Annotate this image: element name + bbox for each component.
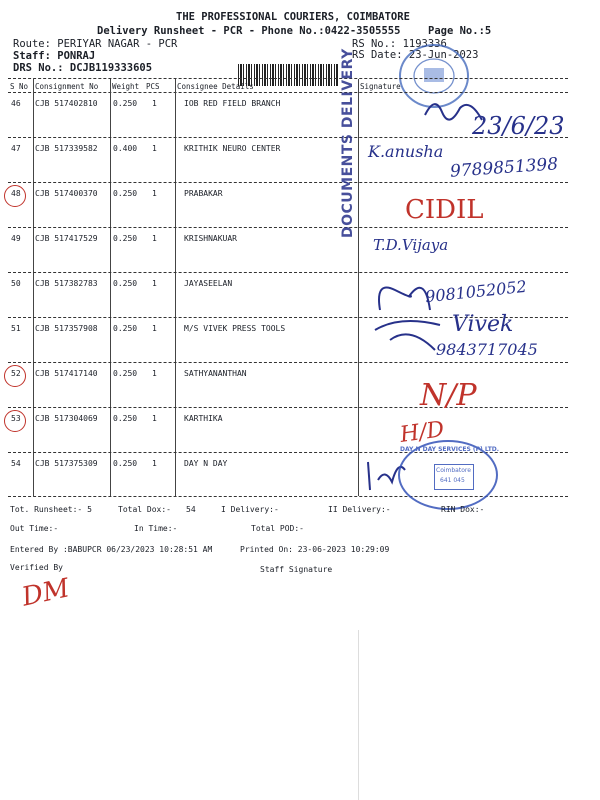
row-consignee: KRITHIK NEURO CENTER xyxy=(184,144,281,153)
row-consignee: M/S VIVEK PRESS TOOLS xyxy=(184,324,286,333)
row-rule xyxy=(8,227,568,228)
total-runsheet: Tot. Runsheet:- 5 xyxy=(10,505,92,514)
row-pcs: 1 xyxy=(152,189,157,198)
handwritten-phone-47: 9789851398 xyxy=(449,154,559,182)
row-weight: 0.250 xyxy=(113,324,138,333)
row-pcs: 1 xyxy=(152,324,157,333)
row-consignee: KRISHNAKUAR xyxy=(184,234,237,243)
ii-delivery: II Delivery:- xyxy=(328,505,391,514)
row-consignment: CJB 517339582 xyxy=(35,144,98,153)
dayday-stamp-ring: DAY N DAY SERVICES (P) LTD. xyxy=(400,446,500,453)
row-sno: 53 xyxy=(11,414,21,423)
drs-number: DRS No.: DCJB119333605 xyxy=(13,62,153,74)
entered-by: Entered By :BABUPCR 06/23/2023 10:28:51 AM xyxy=(10,545,213,554)
col-divider xyxy=(110,79,111,496)
row-pcs: 1 xyxy=(152,414,157,423)
fold-line xyxy=(358,630,359,800)
row-consignment: CJB 517402810 xyxy=(35,99,98,108)
total-pod: Total POD:- xyxy=(251,524,304,533)
rin-dox: RIN Dox:- xyxy=(441,505,485,514)
i-delivery: I Delivery:- xyxy=(221,505,279,514)
company-title: THE PROFESSIONAL COURIERS, COIMBATORE xyxy=(176,11,410,23)
row-rule xyxy=(8,362,568,363)
row-sno: 54 xyxy=(11,459,21,468)
row-weight: 0.250 xyxy=(113,99,138,108)
total-dox-label: Total Dox:- xyxy=(118,505,171,514)
row-weight: 0.250 xyxy=(113,189,138,198)
row-pcs: 1 xyxy=(152,459,157,468)
row-consignee: SATHYANANTHAN xyxy=(184,369,247,378)
row-consignment: CJB 517417529 xyxy=(35,234,98,243)
signature-scribble xyxy=(370,270,445,360)
row-pcs: 1 xyxy=(152,144,157,153)
col-divider xyxy=(175,79,176,496)
total-dox-value: 54 xyxy=(186,505,196,514)
handwritten-hd: H/D xyxy=(398,417,446,448)
row-weight: 0.250 xyxy=(113,234,138,243)
row-consignment: CJB 517375309 xyxy=(35,459,98,468)
row-consignment: CJB 517417140 xyxy=(35,369,98,378)
col-consignee: Consignee Details xyxy=(177,82,254,91)
col-divider xyxy=(358,79,359,496)
row-weight: 0.250 xyxy=(113,459,138,468)
verified-initials: DM xyxy=(19,573,73,613)
staff: Staff: PONRAJ xyxy=(13,50,96,62)
row-consignment: CJB 517304069 xyxy=(35,414,98,423)
documents-delivery-stamp: DOCUMENTS DELIVERY xyxy=(340,48,356,238)
col-sno: S No xyxy=(10,82,29,91)
handwritten-np: N/P xyxy=(420,378,477,413)
printed-on: Printed On: 23-06-2023 10:29:09 xyxy=(240,545,390,554)
row-weight: 0.250 xyxy=(113,414,138,423)
handwritten-name-47: K.anusha xyxy=(368,142,444,161)
row-weight: 0.400 xyxy=(113,144,138,153)
rs-number: RS No.: 1193336 xyxy=(352,38,447,50)
row-weight: 0.250 xyxy=(113,369,138,378)
row-consignment: CJB 517357908 xyxy=(35,324,98,333)
row-sno: 47 xyxy=(11,144,21,153)
route: Route: PERIYAR NAGAR - PCR xyxy=(13,38,178,50)
page-number: Page No.:5 xyxy=(428,25,492,37)
dayday-stamp-city: Coimbatore xyxy=(436,467,471,474)
handwritten-phone-50: 9081052052 xyxy=(424,276,528,307)
rs-date: RS Date: 23-Jun-2023 xyxy=(352,49,479,61)
red-circle-mark xyxy=(4,410,26,432)
row-consignee: KARTHIKA xyxy=(184,414,223,423)
staff-signature: Staff Signature xyxy=(260,565,333,574)
row-consignment: CJB 517400370 xyxy=(35,189,98,198)
row-pcs: 1 xyxy=(152,99,157,108)
col-divider xyxy=(33,79,34,496)
row-sno: 48 xyxy=(11,189,21,198)
row-consignee: PRABAKAR xyxy=(184,189,223,198)
handwritten-name-49: T.D.Vijaya xyxy=(373,236,449,254)
red-circle-mark xyxy=(4,365,26,387)
row-rule xyxy=(8,182,568,183)
handwritten-phone-51: 9843717045 xyxy=(436,340,538,359)
row-pcs: 1 xyxy=(152,369,157,378)
col-signature: Signature xyxy=(360,82,401,91)
handwritten-date: 23/6/23 xyxy=(472,112,565,140)
out-time: Out Time:- xyxy=(10,524,59,533)
row-sno: 51 xyxy=(11,324,21,333)
row-sno: 46 xyxy=(11,99,21,108)
row-rule xyxy=(8,272,568,273)
signature-scribble xyxy=(420,90,490,130)
header-rule-top xyxy=(8,78,568,79)
in-time: In Time:- xyxy=(134,524,178,533)
red-circle-mark xyxy=(4,185,26,207)
dayday-stamp xyxy=(398,440,498,510)
row-weight: 0.250 xyxy=(113,279,138,288)
row-rule xyxy=(8,407,568,408)
runsheet-subtitle: Delivery Runsheet - PCR - Phone No.:0422-3505555 xyxy=(97,25,401,37)
handwritten-name-51: Vivek xyxy=(452,312,514,337)
col-pcs: PCS xyxy=(146,82,160,91)
dayday-stamp-pin: 641 045 xyxy=(440,477,465,484)
row-consignee: IOB RED FIELD BRANCH xyxy=(184,99,281,108)
row-consignee: DAY N DAY xyxy=(184,459,228,468)
row-sno: 50 xyxy=(11,279,21,288)
row-consignment: CJB 517382783 xyxy=(35,279,98,288)
row-sno: 52 xyxy=(11,369,21,378)
handwritten-cidil: CIDIL xyxy=(405,195,484,225)
col-weight: Weight xyxy=(112,82,140,91)
row-consignee: JAYASEELAN xyxy=(184,279,233,288)
col-consignment: Consignment No xyxy=(35,82,99,91)
row-pcs: 1 xyxy=(152,279,157,288)
verified-by: Verified By xyxy=(10,563,63,572)
row-sno: 49 xyxy=(11,234,21,243)
row-pcs: 1 xyxy=(152,234,157,243)
